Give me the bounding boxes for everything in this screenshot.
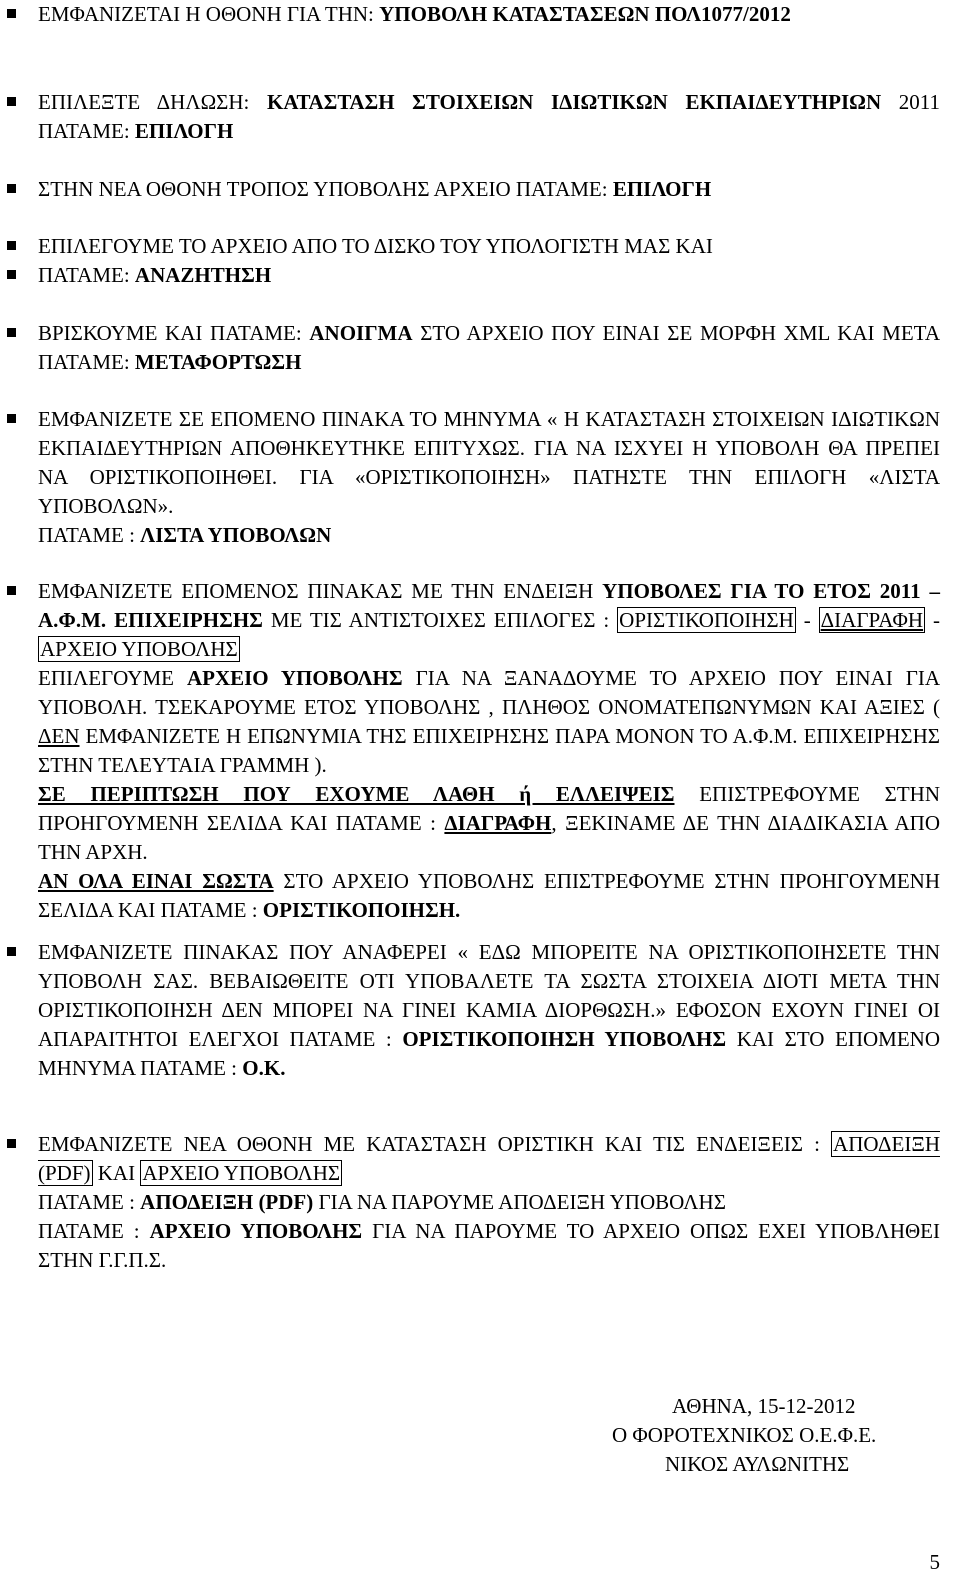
step-paragraph [38, 1217, 940, 1275]
bullet-icon [7, 270, 16, 279]
step-text [38, 88, 940, 146]
text-run: ΜΕΤΑΦΟΡΤΩΣΗ [134, 350, 302, 374]
step-paragraph [38, 261, 940, 290]
text-run: ΕΜΦΑΝΙΖΕΤΕ Η ΕΠΩΝΥΜΙΑ ΤΗΣ ΕΠΙΧΕΙΡΗΣΗΣ ΠΑΡΑ ΜΟΝΟΝ ΤΟ Α.Φ.Μ. ΕΠΙΧΕΙΡΗΣΗΣ ΣΤΗΝ ΤΕΛΕΥΤΑΙΑ ΓΡΑΜΜΗ ). [38, 724, 940, 777]
signature-name: ΝΙΚΟΣ ΑΥΛΩΝΙΤΗΣ [665, 1452, 850, 1476]
text-run: ΕΠΙΛΕΞΤΕ ΔΗΛΩΣΗ: [38, 90, 268, 114]
step-paragraph [38, 521, 940, 550]
boxed-option-label: ΑΡΧΕΙΟ ΥΠΟΒΟΛΗΣ [142, 1161, 341, 1185]
text-run: ΛΙΣΤΑ ΥΠΟΒΟΛΩΝ [140, 523, 332, 547]
step-paragraph [38, 175, 940, 204]
step-text [38, 577, 940, 925]
text-run: ΑΡΧΕΙΟ ΥΠΟΒΟΛΗΣ [149, 1219, 363, 1243]
text-run: ΥΠΟΒΟΛΗ ΚΑΤΑΣΤΑΣΕΩΝ ΠΟΛ1077/2012 [379, 2, 791, 26]
text-run: Ο.Κ. [242, 1056, 286, 1080]
text-run: ΕΜΦΑΝΙΖΕΤΕ ΝΕΑ ΟΘΟΝΗ ΜΕ ΚΑΤΑΣΤΑΣΗ ΟΡΙΣΤΙΚΗ ΚΑΙ ΤΙΣ ΕΝΔΕΙΞΕΙΣ : [38, 1132, 832, 1156]
step-paragraph [38, 319, 940, 377]
text-run: ΟΡΙΣΤΙΚΟΠΟΙΗΣΗ. [262, 898, 461, 922]
text-run: ΑΡΧΕΙΟ ΥΠΟΒΟΛΗΣ [186, 666, 403, 690]
bullet-icon [7, 586, 16, 595]
step-paragraph [38, 664, 940, 780]
text-run: ΜΕ ΤΙΣ ΑΝΤΙΣΤΟΙΧΕΣ ΕΠΙΛΟΓΕΣ : [262, 608, 618, 632]
step-text [38, 938, 940, 1083]
step-paragraph [38, 0, 940, 29]
text-run: ΕΠΙΛΕΓΟΥΜΕ ΤΟ ΑΡΧΕΙΟ ΑΠΟ ΤΟ ΔΙΣΚΟ ΤΟΥ ΥΠΟΛΟΓΙΣΤΗ ΜΑΣ ΚΑΙ [38, 234, 713, 258]
step-text [38, 319, 940, 377]
step-paragraph [38, 1188, 940, 1217]
step-paragraph [38, 1130, 940, 1188]
bullet-icon [7, 947, 16, 956]
step-text [38, 0, 940, 29]
text-run: ΠΑΤΑΜΕ : [38, 1190, 141, 1214]
text-run: - [795, 608, 819, 632]
signature-place-date: ΑΘΗΝΑ, 15-12-2012 [672, 1394, 856, 1418]
text-run: ΚΑΙ [92, 1161, 141, 1185]
step-paragraph [38, 780, 940, 867]
text-run: ΑΝΟΙΓΜΑ [309, 321, 413, 345]
boxed-option-label: ΔΙΑΓΡΑΦΗ [820, 608, 924, 632]
text-run: ΕΜΦΑΝΙΖΕΤΕ ΕΠΟΜΕΝΟΣ ΠΙΝΑΚΑΣ ΜΕ ΤΗΝ ΕΝΔΕΙΞΗ [38, 579, 603, 603]
text-run: ΚΑΤΑΣΤΑΣΗ ΣΤΟΙΧΕΙΩΝ ΙΔΙΩΤΙΚΩΝ ΕΚΠΑΙΔΕΥΤΗΡΙΩΝ [267, 90, 882, 114]
text-run: ΣΤΟ ΑΡΧΕΙΟ ΥΠΟΒΟΛΗΣ ΕΠΙΣΤΡΕΦΟΥΜΕ ΣΤΗΝ ΠΡΟΗΓΟΥΜΕΝΗ ΣΕΛΙΔΑ ΚΑΙ ΠΑΤΑΜΕ : [38, 869, 941, 922]
bullet-icon [7, 241, 16, 250]
text-run: ΓΙΑ ΝΑ ΠΑΡΟΥΜΕ ΤΟ ΑΡΧΕΙΟ ΟΠΩΣ ΕΧΕΙ ΥΠΟΒΛΗΘΕΙ ΣΤΗΝ Γ.Γ.Π.Σ. [38, 1219, 940, 1272]
text-run: ΕΠΙΛΕΓΟΥΜΕ [38, 666, 187, 690]
step-text [38, 261, 940, 290]
boxed-option-label: ΟΡΙΣΤΙΚΟΠΟΙΗΣΗ [619, 608, 794, 632]
text-run: ΔΕΝ [38, 724, 80, 748]
step-paragraph [38, 577, 940, 664]
text-run: ΑΝ ΟΛΑ ΕΙΝΑΙ ΣΩΣΤΑ [38, 869, 274, 893]
step-paragraph [38, 232, 940, 261]
step-paragraph [38, 405, 940, 521]
boxed-option-label: ΑΠΟΔΕΙΞΗ (PDF) [38, 1132, 940, 1185]
text-run: 2011 ΠΑΤΑΜΕ: [38, 90, 940, 143]
text-run: ΔΙΑΓΡΑΦΗ [444, 811, 552, 835]
text-run: ΕΠΙΣΤΡΕΦΟΥΜΕ ΣΤΗΝ ΠΡΟΗΓΟΥΜΕΝΗ ΣΕΛΙΔΑ ΚΑΙ ΠΑΤΑΜΕ : [38, 782, 940, 835]
text-run: ΓΙΑ ΝΑ ΠΑΡΟΥΜΕ ΑΠΟΔΕΙΞΗ ΥΠΟΒΟΛΗΣ [313, 1190, 726, 1214]
text-run: ΕΠΙΛΟΓΗ [612, 177, 712, 201]
text-run: ΣΤΗΝ ΝΕΑ ΟΘΟΝΗ ΤΡΟΠΟΣ ΥΠΟΒΟΛΗΣ ΑΡΧΕΙΟ ΠΑΤΑΜΕ: [38, 177, 613, 201]
bullet-icon [7, 97, 16, 106]
step-text [38, 1130, 940, 1275]
bullet-icon [7, 1139, 16, 1148]
signature-role: Ο ΦΟΡΟΤΕΧΝΙΚΟΣ Ο.Ε.Φ.Ε. [612, 1423, 877, 1447]
text-run: ΠΑΤΑΜΕ : [38, 1219, 150, 1243]
text-run: ΣΕ ΠΕΡΙΠΤΩΣΗ ΠΟΥ ΕΧΟΥΜΕ ΛΑΘΗ ή ΕΛΛΕΙΨΕΙΣ [38, 782, 675, 806]
boxed-option-label: ΑΡΧΕΙΟ ΥΠΟΒΟΛΗΣ [40, 637, 238, 661]
step-text [38, 232, 940, 261]
text-run: ΕΜΦΑΝΙΖΕΤΕ ΣΕ ΕΠΟΜΕΝΟ ΠΙΝΑΚΑ ΤΟ ΜΗΝΥΜΑ « Η ΚΑΤΑΣΤΑΣΗ ΣΤΟΙΧΕΙΩΝ ΙΔΙΩΤΙΚΩΝ ΕΚΠΑΙΔΕΥΤΗΡΙΩΝ ΑΠΟΘΗΚΕΥΤΗΚΕ ΕΠΙΤΥΧΩΣ. ΓΙΑ ΝΑ ΙΣΧΥΕΙ Η ΥΠΟΒΟΛΗ ΘΑ ΠΡΕΠΕΙ ΝΑ ΟΡΙΣΤΙΚΟΠΟΙΗΘΕΙ. ΓΙΑ «ΟΡΙΣΤΙΚΟΠΟΙΗΣΗ» ΠΑΤΗΣΤΕ ΤΗΝ ΕΠΙΛΟΓΗ «ΛΙΣΤΑ ΥΠΟΒΟΛΩΝ». [38, 407, 940, 518]
text-run: ΥΠΟΒΟΛΕΣ ΓΙΑ ΤΟ ΕΤΟΣ 2011 – Α.Φ.Μ. ΕΠΙΧΕΙΡΗΣΗΣ [38, 579, 940, 632]
page-number: 5 [929, 1550, 940, 1574]
bullet-icon [7, 414, 16, 423]
step-paragraph [38, 938, 940, 1083]
bullet-icon [7, 9, 16, 18]
bullet-icon [7, 184, 16, 193]
text-run: ΟΡΙΣΤΙΚΟΠΟΙΗΣΗ ΥΠΟΒΟΛΗΣ [402, 1027, 727, 1051]
step-text [38, 405, 940, 550]
text-run: ΕΠΙΛΟΓΗ [134, 119, 234, 143]
bullet-icon [7, 328, 16, 337]
text-run: ΠΑΤΑΜΕ: [38, 263, 135, 287]
text-run: - [925, 608, 940, 632]
text-run: ΕΜΦΑΝΙΖΕΤΕ ΠΙΝΑΚΑΣ ΠΟΥ ΑΝΑΦΕΡΕΙ « ΕΔΩ ΜΠΟΡΕΙΤΕ ΝΑ ΟΡΙΣΤΙΚΟΠΟΙΗΣΕΤΕ ΤΗΝ ΥΠΟΒΟΛΗ ΣΑΣ. ΒΕΒΑΙΩΘΕΙΤΕ ΟΤΙ ΥΠΟΒΑΛΕΤΕ ΤΑ ΣΩΣΤΑ ΣΤΟΙΧΕΙΑ ΔΙΟΤΙ ΜΕΤΑ ΤΗΝ ΟΡΙΣΤΙΚΟΠΟΙΗΣΗ ΔΕΝ ΜΠΟΡΕΙ ΝΑ ΓΙΝΕΙ ΚΑΜΙΑ ΔΙΟΡΘΩΣΗ.» ΕΦΟΣΟΝ ΕΧΟΥΝ ΓΙΝΕΙ ΟΙ ΑΠΑΡΑΙΤΗΤΟΙ ΕΛΕΓΧΟΙ ΠΑΤΑΜΕ : [38, 940, 940, 1051]
text-run: , ΞΕΚΙΝΑΜΕ ΔΕ ΤΗΝ ΔΙΑΔΙΚΑΣΙΑ ΑΠΟ ΤΗΝ ΑΡΧΗ. [38, 811, 940, 864]
step-text [38, 175, 940, 204]
step-paragraph [38, 88, 940, 146]
text-run: ΑΠΟΔΕΙΞΗ (PDF) [140, 1190, 314, 1214]
text-run: ΕΜΦΑΝΙΖΕΤΑΙ Η ΟΘΟΝΗ ΓΙΑ ΤΗΝ: [38, 2, 380, 26]
text-run: ΠΑΤΑΜΕ : [38, 523, 141, 547]
step-paragraph [38, 867, 940, 925]
text-run: ΚΑΙ ΣΤΟ ΕΠΟΜΕΝΟ ΜΗΝΥΜΑ ΠΑΤΑΜΕ : [38, 1027, 940, 1080]
text-run: ΓΙΑ ΝΑ ΞΑΝΑΔΟΥΜΕ ΤΟ ΑΡΧΕΙΟ ΠΟΥ ΕΙΝΑΙ ΓΙΑ ΥΠΟΒΟΛΗ. ΤΣΕΚΑΡΟΥΜΕ ΕΤΟΣ ΥΠΟΒΟΛΗΣ , ΠΛΗΘΟΣ ΟΝΟΜΑΤΕΠΩΝΥΜΩΝ ΚΑΙ ΑΞΙΕΣ ( [38, 666, 940, 719]
text-run: ΒΡΙΣΚΟΥΜΕ ΚΑΙ ΠΑΤΑΜΕ: [38, 321, 310, 345]
text-run: ΑΝΑΖΗΤΗΣΗ [134, 263, 272, 287]
text-run: ΣΤΟ ΑΡΧΕΙΟ ΠΟΥ ΕΙΝΑΙ ΣΕ ΜΟΡΦΗ XML ΚΑΙ ΜΕΤΑ ΠΑΤΑΜΕ: [38, 321, 940, 374]
